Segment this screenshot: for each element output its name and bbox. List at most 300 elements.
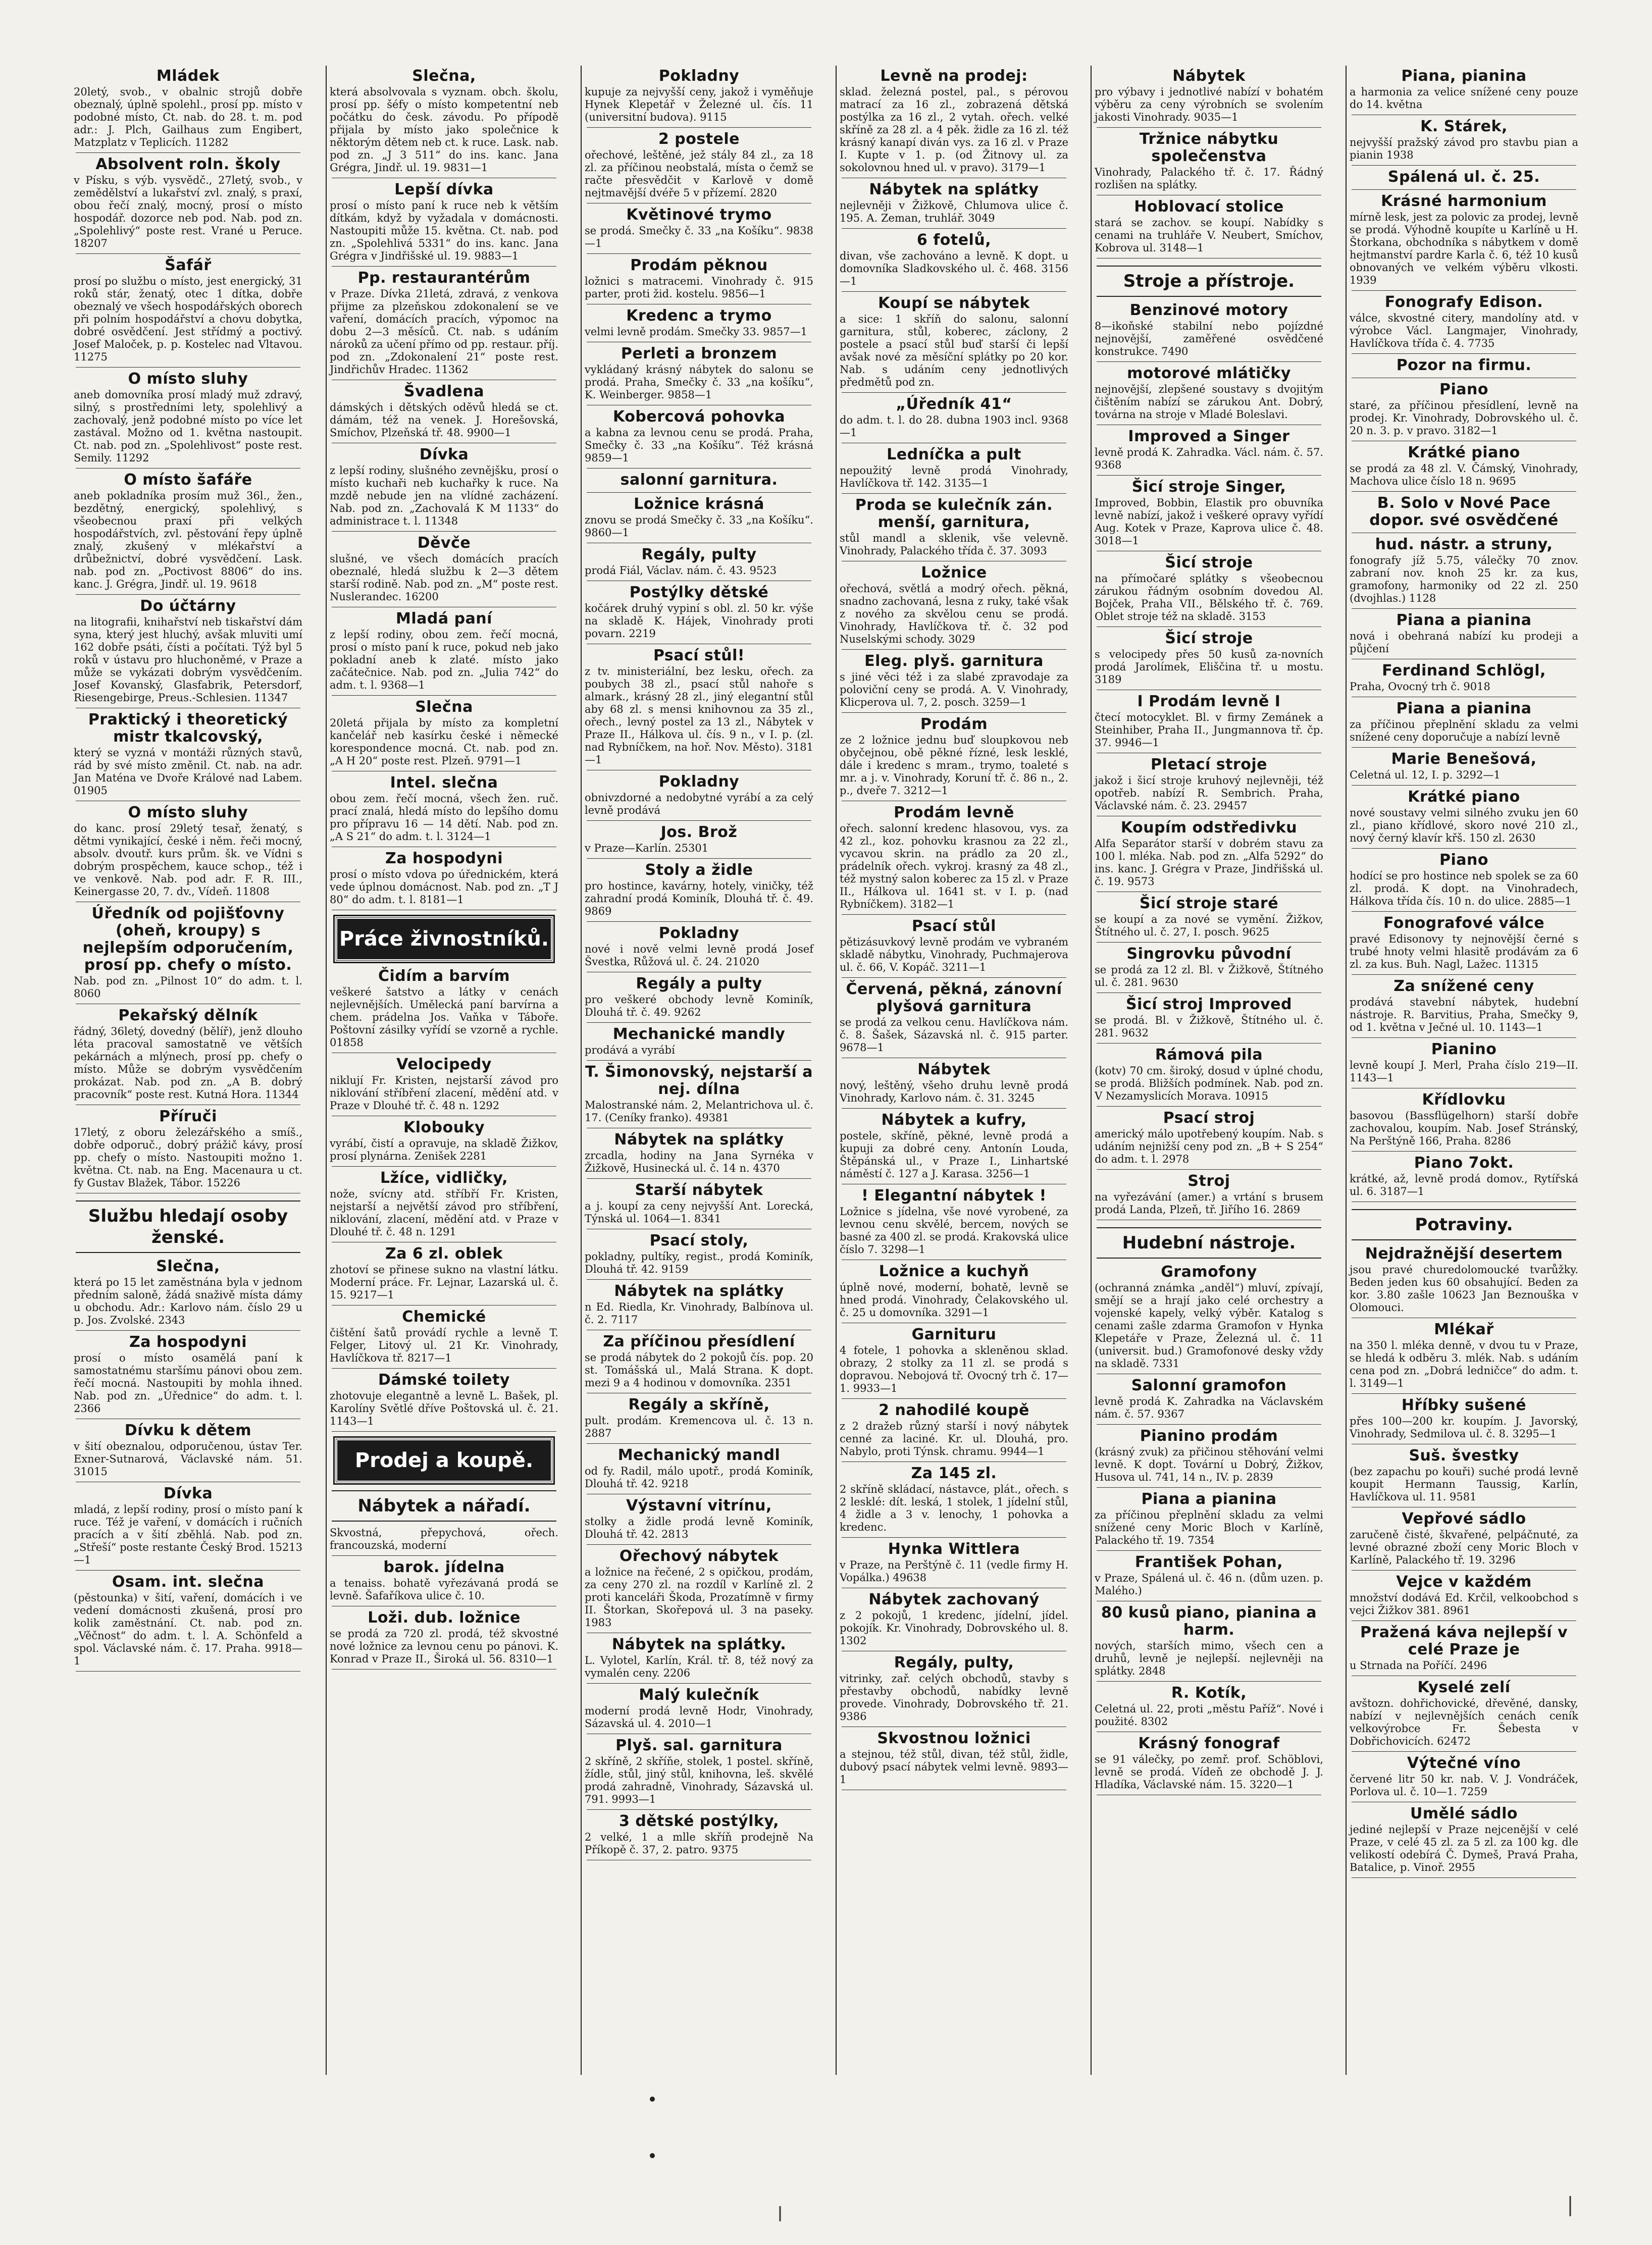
classified-ad	[1092, 756, 1326, 812]
ad-heading: Prodám pěknou	[630, 256, 768, 274]
ad-heading: Vepřové sádlo	[1402, 1510, 1526, 1528]
ad-text: prosí o místo vdova po úřednickém, která vede úplnou domácnost. Nab. pod zn. „T J 80“ do adm. t. l. 8181—1	[330, 868, 558, 906]
ad-separator	[587, 921, 811, 922]
ad-text: moderní prodá levně Hodr, Vinohrady, Sázavská ul. 4. 2010—1	[585, 1705, 813, 1730]
ad-text: a ložnice na řečené, 2 s opičkou, prodám, za ceny 270 zl. na rozdíl v Karlíně zl. 2 proti kanceláři Škoda, Prozatímně v firmy II. Štorkan, Skořepová ul. 3 na paseky. 1983	[585, 1566, 813, 1629]
ad-text: vyrábí, čistí a opravuje, na skladě Žižkov, prosí plynárna. Zenišek 2281	[330, 1137, 558, 1162]
classified-ad	[1347, 1397, 1581, 1440]
classified-ad	[71, 1334, 305, 1415]
classified-ad	[327, 383, 561, 439]
ad-text: pro hostince, kavárny, hotely, viničky, též zahradní prodá Kominík, Dlouhá tř. č. 49. 9869	[585, 880, 813, 917]
classified-ad	[1347, 1624, 1581, 1672]
classified-ad	[327, 1170, 561, 1238]
ad-text: který se vyzná v montáži různých stavů, rád by své místo změnil. Ct. nab. na adr. Jan Maténa ve Dvoře Králové nad Labem. 01905	[74, 747, 302, 797]
ad-separator	[332, 266, 556, 267]
ad-separator	[1097, 1106, 1321, 1107]
ad-text: a harmonia za velice snížené ceny pouze do 14. května	[1350, 86, 1578, 111]
ad-text: avštozn. dohřichovické, dřevěné, dansky, nabízí v nejlevnějších cenách ceník velkovýrobce Fr. Šebesta v Dobřichovicích. 62472	[1350, 1697, 1578, 1747]
ad-separator	[76, 152, 300, 153]
ad-heading: Piana, pianina	[1401, 67, 1527, 85]
ad-text: fonografy jíž 5.75, válečky 70 znov. zabraní nov. knoh 25 kr. za kus, gramofony, harmoniky od 22 zl. 250 (dvojhlas.) 1128	[1350, 554, 1578, 604]
ad-text: pravé Edisonovy ty nejnovější černé s trubé hnoty velmi hlasitě prodávám za 6 zl. za kus. Buh. Nagl, Lažec. 11315	[1350, 933, 1578, 970]
ad-heading: Šicí stroj Improved	[1126, 996, 1292, 1013]
ad-separator	[332, 1166, 556, 1167]
ad-heading: Skvostnou ložnici	[877, 1730, 1031, 1747]
ad-text: se prodá nábytek do 2 pokojů čís. pop. 20 st. Tomášská ul., Malá Strana. K dopt. mezi 9 a 4 hodinou v domovníka. 2351	[585, 1351, 813, 1389]
ad-text: z 2 dražeb různý starší i nový nábytek cenné za laciné. Kr. ul. Dlouhá, pro. Nabylo, proti Týnsk. chramu. 9944—1	[840, 1420, 1068, 1457]
classified-ad	[1347, 1091, 1581, 1147]
ad-heading: Psací stroj	[1163, 1109, 1255, 1127]
classified-ad	[837, 1541, 1071, 1584]
classified-ad	[1347, 294, 1581, 350]
classified-ad	[1347, 1755, 1581, 1798]
ad-heading: O místo sluhy	[128, 804, 248, 821]
ad-text: Celetná ul. 22, proti „městu Paříž“. Nové i použité. 8302	[1095, 1703, 1323, 1728]
ad-separator	[1352, 1877, 1576, 1878]
classified-ad	[1347, 381, 1581, 437]
ad-separator	[842, 712, 1066, 713]
ad-text: Vinohrady, Palackého tř. č. 17. Řádný rozlišen na splátky.	[1095, 166, 1323, 191]
ad-separator	[842, 1108, 1066, 1109]
classified-ad	[71, 156, 305, 250]
ad-text: pokladny, pultíky, regist., prodá Kominík, Dlouhá tř. 42. 9159	[585, 1250, 813, 1275]
ad-separator	[76, 1570, 300, 1571]
ad-heading: Pianino	[1431, 1040, 1497, 1058]
ad-separator	[1352, 608, 1576, 609]
ad-text: vitrinky, zař. celých obchodů, stavby s přestavby obchodů, nabídky levně provede. Vinohrady, Dobrovského tř. 21. 9386	[840, 1673, 1068, 1722]
classified-ad	[837, 1654, 1071, 1723]
classified-ad	[71, 1422, 305, 1478]
classified-ad	[71, 1574, 305, 1667]
ad-heading: Intel. slečna	[390, 774, 498, 792]
classified-ad	[71, 1485, 305, 1567]
classified-ad	[1347, 978, 1581, 1034]
ad-heading: Prodám levně	[894, 804, 1014, 821]
ad-heading: Šicí stroje Singer,	[1131, 478, 1286, 496]
ad-text: se prodá za 48 zl. V. Čámský, Vinohrady, Machova ulice číslo 18 n. 9695	[1350, 462, 1578, 487]
ad-text: pro výbavy i jednotlivé nabízí v bohatém výběru za ceny výrobních se svolením jakosti Vinohrady. 9035—1	[1095, 86, 1323, 123]
ad-separator	[842, 649, 1066, 650]
classified-ad	[71, 905, 305, 1000]
classified-ad	[1347, 612, 1581, 655]
ad-text: nové soustavy velmi silného zvuku jen 60 zl., piano křídlové, skoro nové 210 zl., nový černý klavír křš. 150 zl. 2630	[1350, 807, 1578, 844]
ad-text: úplně nové, moderní, bohatě, levně se hned prodá. Vinohrady, Čelakovského ul. č. 25 u domovníka. 3291—1	[840, 1281, 1068, 1319]
ad-text: nových, starších mimo, všech cen a druhů, levně je nejlepší. nejlevněji na splátky. 2848	[1095, 1640, 1323, 1677]
ad-separator	[587, 1060, 811, 1061]
ad-separator	[1352, 189, 1576, 190]
ad-text: na přímočaré splátky s všeobecnou zárukou řádným osobním dovedou Al. Bojček, Praha VII., Bělského tř. č. 769. Oblet stroje též na skladě. 3153	[1095, 572, 1323, 622]
ad-heading: Improved a Singer	[1128, 428, 1290, 445]
ad-heading: Švadlena	[403, 383, 485, 400]
column-2	[326, 66, 561, 2075]
classified-ad	[1347, 495, 1581, 529]
ad-heading: Piana a pianina	[1396, 700, 1532, 717]
ad-text: nože, svícny atd. stříbří Fr. Kristen, nejstarší a největší závod pro stříbření, niklování, zlacení, mědění atd. v Praze v Dlouhé tř. č. 48 n. 1291	[330, 1188, 558, 1238]
classified-ad	[837, 1591, 1071, 1647]
ad-heading: Stoly a židle	[645, 861, 753, 879]
ad-heading: Pokladny	[658, 67, 740, 85]
ad-heading: I Prodám levně I	[1137, 693, 1281, 710]
ad-heading: Spálená ul. č. 25.	[1387, 168, 1540, 186]
classified-ad	[327, 774, 561, 843]
classified-ad	[837, 716, 1071, 797]
classified-ad	[582, 975, 816, 1019]
ad-text: u Strnada na Poříčí. 2496	[1350, 1659, 1487, 1672]
classified-ad	[71, 472, 305, 591]
ad-heading: „Úředník 41“	[896, 395, 1012, 413]
ad-heading: Mladá paní	[396, 610, 492, 628]
classified-ad	[582, 1182, 816, 1225]
ad-heading: Pekařský dělník	[118, 1007, 258, 1024]
classified-ad	[1092, 479, 1326, 547]
classified-ad	[582, 1064, 816, 1124]
classified-ad	[327, 1056, 561, 1112]
ad-text: (krásný zvuk) za přičinou stěhování velmi levně. K dopt. Tovární u Dobrý, Žižkov, Husova ul. 741, 14 n., IV. p. 2839	[1095, 1446, 1323, 1483]
classified-ad	[327, 68, 561, 174]
ad-text: obou zem. řečí mocná, všech žen. ruč. prací znalá, hledá místo do lepšího domu pro přípravu 16 — 14 dětí. Nab. pod zn. „A S 21“ do adm. t. l. 3124—1	[330, 793, 558, 843]
classified-ad	[1347, 789, 1581, 845]
ad-heading: O místo šafáře	[124, 471, 252, 489]
ad-heading: Nábytek na splátky	[869, 181, 1039, 198]
classified-ad	[1347, 1321, 1581, 1390]
ad-heading: Gramofony	[1161, 1263, 1257, 1281]
ad-text: prosí o místo osamělá paní k samostatnému staršímu pánovi obou zem. řečí mocná. Nastoupiti by mohla ihned. Nab. pod zn. „Úřednice“ do adm. t. l. 2366	[74, 1352, 302, 1415]
classified-ad	[327, 1609, 561, 1665]
ad-text: jediné nejlepší v Praze nejcenější v celé Praze, v celé 45 zl. za 5 zl. za 100 kg. dle velikostí odebírá Č. Dymeš, Pravá Praha, Batalice, p. Vinoř. 2955	[1350, 1823, 1578, 1873]
ad-heading: Červená, pěkná, zánovní plyšová garnitura	[846, 980, 1062, 1015]
classified-ad	[1092, 1047, 1326, 1103]
ad-text: 17letý, z oboru železářského a smíš., dobře odporuč., dobrý prážič kávy, prosí pp. chefy o místo. Nastoupiti možno 1. května. Ct. nab. na Eng. Macenaura u ct. fy Gustav Blažek, Tábor. 15226	[74, 1126, 302, 1189]
ad-heading: 6 fotelů,	[916, 231, 992, 249]
ad-separator	[332, 695, 556, 696]
ad-separator	[587, 1022, 811, 1023]
ad-text: z lepší rodiny, slušného zevnějšku, prosí o místo kuchaři neb kuchařky k ruce. Na mzdě nebude jen na vlídné zacházení. Nab. pod zn. „Zachovalá K M 1133“ do administrace t. l. 11348	[330, 464, 558, 527]
ad-separator	[1352, 747, 1576, 748]
ad-text: stará se zachov. se koupí. Nabídky s cenami na truhláře V. Neubert, Smíchov, Kobrova ul. 3148—1	[1095, 217, 1323, 254]
ad-text: L. Vylotel, Karlín, Král. tř. 8, též nový za vymalén ceny. 2206	[585, 1654, 813, 1679]
ad-text: postele, skříně, pěkné, levně prodá a kupuji za dobré ceny. Antonín Louda, Štěpánská ul., v Praze I., Linhartské náměstí č. 127 a J. Karasa. 3256—1	[840, 1130, 1068, 1180]
classified-ad	[582, 472, 816, 489]
ad-heading: Slečna,	[156, 1258, 220, 1275]
ad-separator	[587, 1809, 811, 1810]
ad-separator	[1097, 127, 1321, 128]
ad-text: ložnici s matracemi. Vinohrady č. 915 parter, proti žid. kostelu. 9856—1	[585, 275, 813, 300]
ad-text: z 2 pokojů, 1 kredenc, jídelní, jídel. pokojík. Kr. Vinohrady, Dobrovského ul. 8. 1302	[840, 1609, 1068, 1647]
ad-text: kočárek druhý vypiní s obl. zl. 50 kr. výše na skladě K. Hájek, Vinohrady proti povarn. 2219	[585, 602, 813, 640]
classified-ad	[1347, 68, 1581, 111]
classified-ad	[837, 1730, 1071, 1786]
ad-heading: Absolvent roln. školy	[95, 155, 281, 173]
classified-ad	[1092, 198, 1326, 254]
classified-ad	[1092, 1685, 1326, 1728]
classified-ad	[327, 535, 561, 603]
ad-heading: Nábytek	[1172, 67, 1246, 85]
classified-ad	[582, 1447, 816, 1490]
ad-text: Alfa Separátor starší v dobrém stavu za 100 l. mléka. Nab. pod zn. „Alfa 5292“ do ins. kanc. J. Grégra v Praze, Jindřišská ul. č. 19. 9573	[1095, 838, 1323, 887]
ad-heading: Nábytek a kufry,	[881, 1111, 1027, 1129]
ad-heading: Suš. švestky	[1409, 1447, 1519, 1465]
ad-text: jsou pravé churedolomoucké tvarůžky. Beden jeden kus 60 obsahující. Beden za kor. 3.80 zašle 10623 Jan Beznouška v Olomouci.	[1350, 1264, 1578, 1314]
ad-heading: Piano	[1439, 851, 1488, 869]
classified-ad	[582, 345, 816, 401]
section-heading: Potraviny.	[1352, 1209, 1576, 1240]
classified-ad	[582, 1283, 816, 1326]
classified-ad	[582, 307, 816, 338]
classified-ad	[327, 1527, 561, 1552]
ad-heading: Regály a pulty	[636, 975, 762, 993]
ad-text: nový, leštěný, všeho druhu levně prodá Vinohrady, Karlovo nám. č. 31. 3245	[840, 1079, 1068, 1104]
classified-ad	[837, 1326, 1071, 1395]
ad-separator	[587, 858, 811, 859]
ad-heading: Mechanické mandly	[612, 1025, 786, 1043]
classified-ad	[1347, 751, 1581, 781]
ad-heading: Fonografové válce	[1383, 914, 1545, 932]
ad-heading: Krásné harmonium	[1381, 192, 1547, 210]
ad-heading: Hoblovací stolice	[1134, 198, 1284, 216]
classified-ad	[837, 1187, 1071, 1256]
classified-ad	[582, 131, 816, 199]
ad-separator	[76, 1330, 300, 1331]
classified-ad	[582, 1737, 816, 1806]
ad-text: z tv. ministeriální, bez lesku, ořech. za poubych 38 zl., psací stůl nahoře s almark., krásný 28 zl., jiný elegantní stůl aby 68 zl. s mensi knihovnou za 35 zl., ořech., levný postel za 13 zl., Nábytek v Praze II., Hálkova ul. čís. 9 n., v I. p. (zl. nad Rybníčkem, na hoř. Nov. Město). 3181—1	[585, 665, 813, 766]
ad-heading: Psací stůl	[912, 917, 996, 935]
classified-ad	[327, 1559, 561, 1602]
ad-separator	[76, 1671, 300, 1672]
ad-heading: Fonografy Edison.	[1384, 293, 1543, 311]
ad-heading: Úředník od pojišťovny (oheň, kroupy) s nejlepším odporučením, prosí pp. chefy o místo.	[82, 905, 294, 974]
ad-heading: Krátké piano	[1408, 444, 1520, 461]
ad-heading: Výstavní vitrínu,	[626, 1497, 772, 1515]
ad-text: čištění šatů provádí rychle a levně T. Felger, Litový ul. 21 Kr. Vinohrady, Havlíčkova tř. 8217—1	[330, 1327, 558, 1364]
ad-heading: Za příčinou přesídlení	[603, 1333, 795, 1350]
classified-ad	[327, 1119, 561, 1163]
ad-heading: Pianino prodám	[1140, 1427, 1278, 1445]
classified-ad	[1347, 118, 1581, 162]
classified-ad	[71, 711, 305, 797]
ad-separator	[1352, 785, 1576, 786]
ad-separator	[842, 392, 1066, 393]
ad-text: nejnovější, zlepšené soustavy s dvojitým čištěním nabízí se zárukou Ant. Dobrý, továrna na stroje v Mladé Boleslavi.	[1095, 383, 1323, 421]
ad-text: pro veškeré obchody levně Kominík, Dlouhá tř. č. 49. 9262	[585, 994, 813, 1018]
ad-text: Nab. pod zn. „Pilnost 10“ do adm. t. l. 8060	[74, 975, 302, 1000]
classified-ad	[1092, 630, 1326, 686]
ad-heading: Klobouky	[403, 1119, 485, 1136]
ad-heading: Chemické	[402, 1308, 486, 1326]
classified-ad	[837, 446, 1071, 490]
ad-heading: Regály a skříně,	[628, 1396, 770, 1414]
classified-ad	[837, 564, 1071, 646]
classified-ad	[1347, 915, 1581, 971]
ad-heading: Ferdinand Schlögl,	[1382, 662, 1546, 680]
classified-ad	[582, 1548, 816, 1629]
ad-separator	[332, 1368, 556, 1369]
classified-ad	[837, 1061, 1071, 1105]
ad-text: sklad. železná postel, pal., s pérovou matrací za 16 zl., zobrazená dětská postýlka za 16 zl., 2 vytah. ořech. velké skříně za 28 zl. a 4 pěk. židle za 16 zl. též krásný kanapí diván vys. za 16 zl. v Praze I. Kupte v 1. p. (od Žitnovy ul. za sokolovnou hned ul. v pravo). 3179—1	[840, 86, 1068, 174]
ad-separator	[842, 977, 1066, 978]
classified-ad	[1347, 1679, 1581, 1748]
ad-text: zrcadla, hodiny na Jana Syrnéka v Žižkově, Husinecká ul. č. 14 n. 4370	[585, 1150, 813, 1174]
ad-heading: Regály, pulty	[641, 546, 757, 563]
ad-text: přes 100—200 kr. koupím. J. Javorský, Vinohrady, Sedmilova ul. č. 8. 3295—1	[1350, 1415, 1578, 1440]
ad-text: n Ed. Riedla, Kr. Vinohrady, Balbínova ul. č. 2. 7117	[585, 1301, 813, 1326]
ad-heading: Piana a pianina	[1141, 1490, 1277, 1508]
ad-heading: Singrovku původní	[1126, 945, 1292, 963]
ad-text: (bez zapachu po kouři) suché prodá levně koupit Hermann Taussig, Karlín, Havlíčkova ul. 11. 9581	[1350, 1466, 1578, 1503]
ad-text: aneb pokladníka prosím muž 36l., žen., bezdětný, energický, spolehlivý, s všeobecnou praxí při velkých hospodářstvích, zvl. pěstování řepy úplně znalý, zkušený v mlékařství a drůbežnictví, dobré vysvědčení. Lask. nab. pod zn. „Poctivost 8806“ do ins. kanc. J. Grégra, Jindř. ul. 19. 9618	[74, 490, 302, 590]
ad-heading: Garnituru	[911, 1326, 997, 1343]
ad-separator	[332, 1555, 556, 1556]
ad-separator	[1352, 974, 1576, 975]
ad-text: se prodá za 720 zl. prodá, též skvostné nové ložnice za levnou cenu po pánovi. K. Konrad v Praze II., Široká ul. 56. 8310—1	[330, 1628, 558, 1665]
ad-text: mladá, z lepší rodiny, prosí o místo paní k ruce. Též je vaření, v domácích i ručních pracích a v šití zběhlá. Nab. pod zn. „Střeší“ poste restante Český Brod. 15213—1	[74, 1503, 302, 1566]
ad-heading: Piano 7okt.	[1414, 1154, 1514, 1172]
classified-ad	[327, 1309, 561, 1365]
ad-heading: Eleg. plyš. garnitura	[864, 652, 1044, 670]
ad-heading: O místo sluhy	[128, 370, 248, 388]
classified-ad	[1347, 662, 1581, 693]
ad-heading: 3 dětské postýlky,	[619, 1812, 779, 1830]
ad-heading: Za 145 zl.	[911, 1465, 997, 1482]
ad-heading: motorové mlátičky	[1127, 364, 1291, 382]
classified-ad	[582, 1497, 816, 1541]
ad-text: na vyřezávání (amer.) a vrtání s brusem prodá Landa, Plzeň, tř. Jiřího 16. 2869	[1095, 1191, 1323, 1216]
classified-ad	[837, 1402, 1071, 1458]
ad-heading: Piana a pianina	[1396, 611, 1532, 629]
classified-ad	[1092, 302, 1326, 358]
ad-heading: Pp. restaurantérům	[357, 269, 531, 287]
classified-ad	[1347, 444, 1581, 488]
column-5	[1091, 66, 1326, 2075]
classified-ad	[1092, 1428, 1326, 1484]
ad-separator	[1352, 491, 1576, 492]
ad-text: nepoužitý levně prodá Vinohrady, Havlíčkova tř. 142. 3135—1	[840, 464, 1068, 489]
ad-separator	[587, 127, 811, 128]
ad-heading: Ložnice krásná	[634, 495, 764, 513]
ad-text: levně prodá K. Zahradka na Václavském nám. č. 57. 9367	[1095, 1395, 1323, 1420]
ad-separator	[842, 291, 1066, 292]
ad-text: (pěstounka) v šití, vaření, domácích i ve vedení domácnosti zkušená, prosí pro kolik zaměstnání. Ct. nab. pod zn. „Věčnost“ do adm. t. l. A. Schönfeld a spol. Václavské nám. č. 17. Praha. 9918—1	[74, 1592, 302, 1667]
classified-ad	[582, 1232, 816, 1276]
ad-text: aneb domovníka prosí mladý muž zdravý, silný, s prostředními lety, spolehlivý a zachovalý, jenž podobné místo po více let zastával. Možno od 1. května nastoupit. Ct. nab. pod zn. „Spolehlivost“ poste rest. Semily. 11292	[74, 389, 302, 464]
classified-ad	[582, 1687, 816, 1730]
ad-heading: 2 nahodilé koupě	[879, 1401, 1029, 1419]
ad-heading: Stroj	[1188, 1172, 1230, 1190]
ad-text: 2 skříně skládací, nástavce, plát., ořech. s 2 lesklé: dít. leská, 1 stolek, 1 jídelní stůl, 4 židle a 3 v. lenochy, 1 pohovka a kredenc.	[840, 1483, 1068, 1533]
ad-text: (kotv) 70 cm. široký, dosud v úplné chodu, se prodá. Bližších podmínek. Nab. pod zn. V Nezamyslicích Morava. 10915	[1095, 1065, 1323, 1102]
classified-ad	[71, 1258, 305, 1327]
ad-heading: Hynka Wittlera	[888, 1540, 1020, 1558]
ad-separator	[1097, 626, 1321, 627]
ad-heading: Piano	[1439, 381, 1488, 398]
ad-separator	[1097, 1550, 1321, 1551]
ad-separator	[587, 253, 811, 254]
ad-separator	[332, 1305, 556, 1306]
classified-ad	[837, 396, 1071, 439]
ad-heading: Slečna	[415, 698, 473, 716]
ad-text: v Písku, s výb. vysvědč., 27letý, svob., v zemědělství a lukařství zvl. znalý, s praxí, obou řečí znalý, mocný, prosí o místo hospodář. dozorce neb pod. Nab. pod zn. „Spolehlivý“ poste rest. Vrané u Peruce. 18207	[74, 174, 302, 249]
classified-ad	[71, 804, 305, 898]
classified-ad	[837, 497, 1071, 557]
ad-heading: Za snížené ceny	[1393, 977, 1534, 995]
ad-text: znovu se prodá Smečky č. 33 „na Košíku“. 9860—1	[585, 514, 813, 539]
ad-heading: Dívku k dětem	[124, 1422, 252, 1439]
column-6	[1346, 66, 1581, 2075]
ad-heading: Mlékař	[1434, 1321, 1494, 1338]
classified-ad	[1092, 68, 1326, 124]
classified-ad	[71, 598, 305, 704]
ad-text: se prodá za 12 zl. Bl. v Žižkově, Štítného ul. č. 281. 9630	[1095, 964, 1323, 988]
ad-heading: Ložnice	[921, 564, 987, 582]
ad-heading: R. Kotík,	[1171, 1684, 1247, 1702]
ad-text: veškeré šatstvo a látky v cenách nejlevnějších. Umělecká paní barvírna a chem. prádelna Jos. Vaňka v Táboře. Poštovní zásilky vyřídí se vzorně a rychle. 01858	[330, 986, 558, 1049]
ad-text: prosí o místo paní k ruce neb k větším dítkám, když by vyžadala v domácnosti. Nastoupiti může 15. května. Ct. nab. pod zn. „Spolehlivá 5331“ do ins. kanc. Jana Grégra v Jindřišské ul. 19. 9883—1	[330, 199, 558, 262]
ad-heading: Perleti a bronzem	[621, 345, 778, 362]
classified-ad	[1092, 1491, 1326, 1547]
ad-text: se prodá. Bl. v Žižkově, Štítného ul. č. 281. 9632	[1095, 1014, 1323, 1039]
ad-heading: Kredenc a trymo	[626, 307, 772, 325]
classified-ad	[327, 1245, 561, 1301]
ad-heading: Psací stoly,	[649, 1232, 749, 1249]
ad-text: za příčinou přeplnění skladu za velmi snížené ceny doporučuje a nabízí levně	[1350, 718, 1578, 743]
ad-separator	[842, 914, 1066, 915]
ad-separator	[842, 1398, 1066, 1399]
ad-heading: Šicí stroje	[1165, 630, 1253, 647]
ad-heading: Nejdražnější desertem	[1365, 1245, 1563, 1263]
ad-text: Improved, Bobbin, Elastik pro obuvníka levně nabízí, jakož i veškeré opravy vyřídí Aug. Kotek v Praze, Kaprova ulice č. 48. 3018—1	[1095, 497, 1323, 547]
ad-text: obnivzdorné a nedobytné vyrábí a za celý levně prodává	[585, 792, 813, 816]
ad-text: se koupí a za nové se vymění. Žižkov, Štítného ul. č. 27, I. posch. 9625	[1095, 913, 1323, 938]
ad-text: 20letá přijala by místo za kompletní kančelář neb kasírku české i německé korespondence mocná. Ct. nab. pod zn. „A H 20“ poste rest. Plzeň. 9791—1	[330, 717, 558, 767]
classified-ad	[582, 496, 816, 539]
classified-ad	[837, 1263, 1071, 1319]
ad-heading: Marie Benešová,	[1391, 750, 1537, 768]
ad-heading: Pletací stroje	[1151, 756, 1267, 773]
ad-heading: B. Solo v Nové Pace dopor. své osvědčené	[1369, 494, 1559, 529]
ad-heading: Proda se kulečník zán. menší, garnitura,	[855, 496, 1053, 531]
column-3	[581, 66, 816, 2075]
ad-separator	[1352, 165, 1576, 166]
classified-ad	[1092, 1604, 1326, 1678]
ad-text: krátké, až, levně prodá domov., Rytířská ul. 6. 3187—1	[1350, 1173, 1578, 1197]
ad-separator	[1097, 361, 1321, 362]
ad-text: levně koupí J. Merl, Praha číslo 219—II. 1143—1	[1350, 1059, 1578, 1084]
ad-heading: Krátké piano	[1408, 788, 1520, 806]
ad-heading: Rámová pila	[1155, 1046, 1263, 1064]
ad-text: prodává a vyrábí	[585, 1044, 675, 1056]
ad-heading: Čidím a barvím	[378, 967, 510, 985]
section-banner: Práce živnostníků.	[335, 916, 553, 962]
ad-separator	[1352, 1570, 1576, 1571]
ad-heading: Nábytek na splátky	[614, 1131, 784, 1148]
classified-ad	[837, 1112, 1071, 1180]
ad-separator	[1352, 353, 1576, 354]
ad-text: na litografii, knihařství neb tiskařství dám syna, který jest hluchý, avšak mluviti umí 162 dobře psáti, čísti a počítati. Týž byl 5 roků v ústavu pro hluchoněmé, v Praze a může se vykázati dobrým vysvědčením. Josef Kovanský, Glasfabrik, Petersdorf, Riesengebirge, Preus.-Schlesien. 11347	[74, 616, 302, 704]
ad-text: a j. koupí za ceny nejvyšší Ant. Lorecká, Týnská ul. 1064—1. 8341	[585, 1200, 813, 1225]
punch-hole-mark	[650, 2153, 655, 2158]
section-banner: Prodej a koupě.	[335, 1438, 553, 1483]
classified-ad	[837, 804, 1071, 911]
ad-heading: Praktický i theoretický mistr tkalcovský,	[88, 711, 288, 746]
ad-text: prodává stavební nábytek, hudební nástroje. R. Barvitius, Praha, Smečky 9, od 1. května v Ječné ul. 10. 1143—1	[1350, 996, 1578, 1033]
ad-text: a tenaiss. bohatě vyřezávaná prodá se levně. Šafaříkova ulice č. 10.	[330, 1577, 558, 1602]
ad-heading: salonní garnitura.	[620, 471, 778, 489]
ad-text: 8—ikoňské stabilní nebo pojízdné nejnovější, zaměřené osvědčené konstrukce. 7490	[1095, 320, 1323, 357]
classified-ad	[1347, 357, 1581, 374]
ad-text: nejvyšší pražský závod pro stavbu pian a pianin 1938	[1350, 136, 1578, 161]
ad-text: velmi levně prodám. Smečky 33. 9857—1	[585, 326, 807, 338]
ad-separator	[842, 1461, 1066, 1462]
ad-text: hodící se pro hostince neb spolek se za 60 zl. prodá. K dopt. na Vinohradech, Hálkova třída čís. 10 n. do ulice. 2885—1	[1350, 870, 1578, 907]
